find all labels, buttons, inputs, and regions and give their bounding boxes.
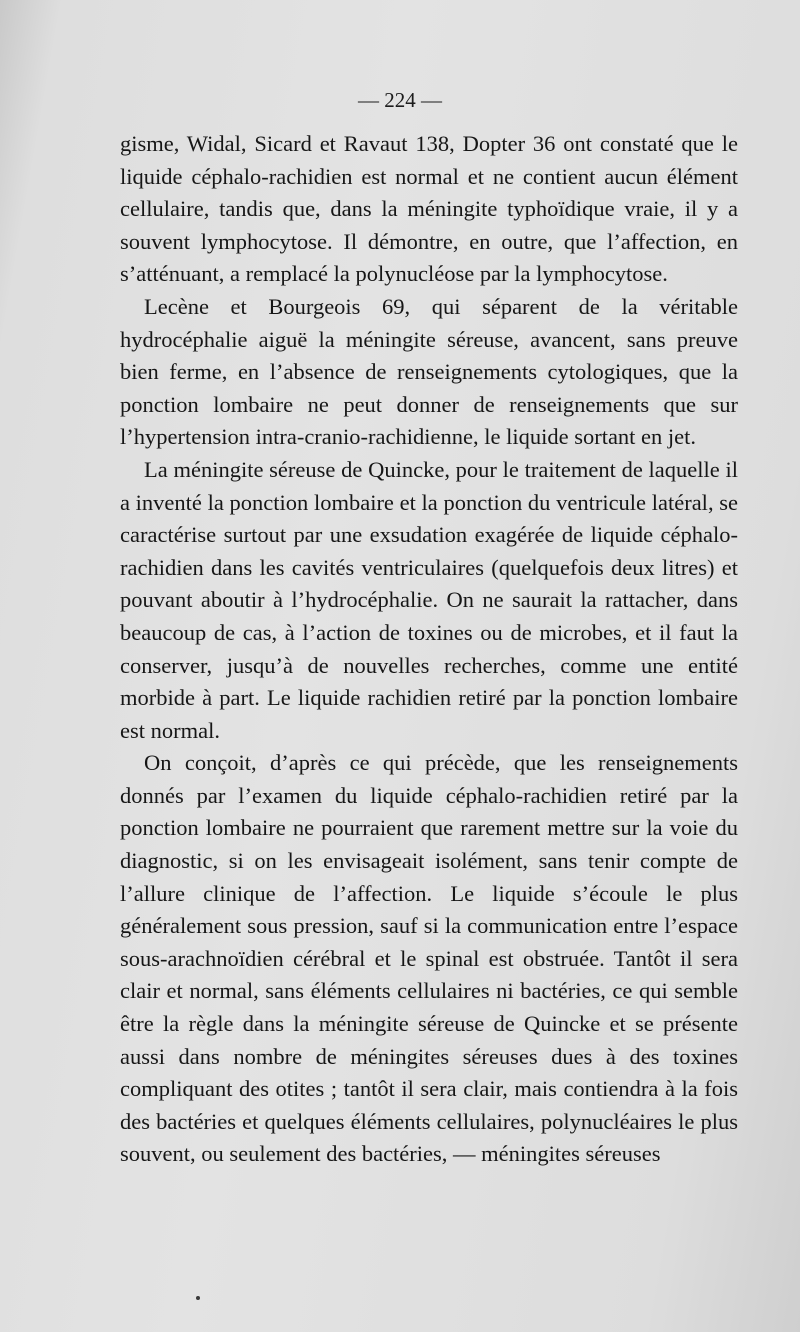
- ink-speck: [196, 1296, 200, 1300]
- paragraph-diagnostic: On conçoit, d’après ce qui précède, que les renseignements donnés par l’examen du liquide céphalo-rachidien retiré par la ponction lombaire ne pourraient que rarement mettre sur la voie du diagnostic, si on les envisageait isolément, sans tenir compte de l’allure clinique de l’affection. Le liquide s’écoule le plus généralement sous pression, sauf si la communication entre l’espace sous-arachnoïdien cérébral et le spinal est obstruée. Tantôt il sera clair et normal, sans éléments cellulaires ni bactéries, ce qui semble être la règle dans la méningite séreuse de Quincke et se présente aussi dans nombre de méningites séreuses dues à des toxines compliquant des otites ; tantôt il sera clair, mais contiendra à la fois des bactéries et quelques éléments cellulaires, polynucléaires le plus souvent, ou seulement des bactéries, — méningites séreuses: [120, 750, 738, 1167]
- paragraph-continuation: gisme, Widal, Sicard et Ravaut 138, Dopter 36 ont constaté que le liquide céphalo-rachidien est normal et ne contient aucun élément cellulaire, tandis que, dans la méningite typhoïdique vraie, il y a souvent lymphocytose. Il démontre, en outre, que l’affection, en s’atténuant, a remplacé la polynucléose par la lymphocytose.: [120, 131, 738, 287]
- page-body: [120, 128, 738, 1171]
- paragraph-quincke: La méningite séreuse de Quincke, pour le traitement de laquelle il a inventé la ponction lombaire et la ponction du ventricule latéral, se caractérise surtout par une exsudation exagérée de liquide céphalo-rachidien dans les cavités ventriculaires (quelquefois deux litres) et pouvant aboutir à l’hydrocéphalie. On ne saurait la rattacher, dans beaucoup de cas, à l’action de toxines ou de microbes, et il faut la conserver, jusqu’à de nouvelles recherches, comme une entité morbide à part. Le liquide rachidien retiré par la ponction lombaire est normal.: [120, 456, 738, 743]
- page-number: — 224 —: [358, 88, 442, 112]
- paragraph-lecene-bourgeois: Lecène et Bourgeois 69, qui séparent de la véritable hydrocéphalie aiguë la méningite séreuse, avancent, sans preuve bien ferme, en l’absence de renseignements cytologiques, que la ponction lombaire ne peut donner de renseignements que sur l’hypertension intra-cranio-rachidienne, le liquide sortant en jet.: [120, 293, 738, 450]
